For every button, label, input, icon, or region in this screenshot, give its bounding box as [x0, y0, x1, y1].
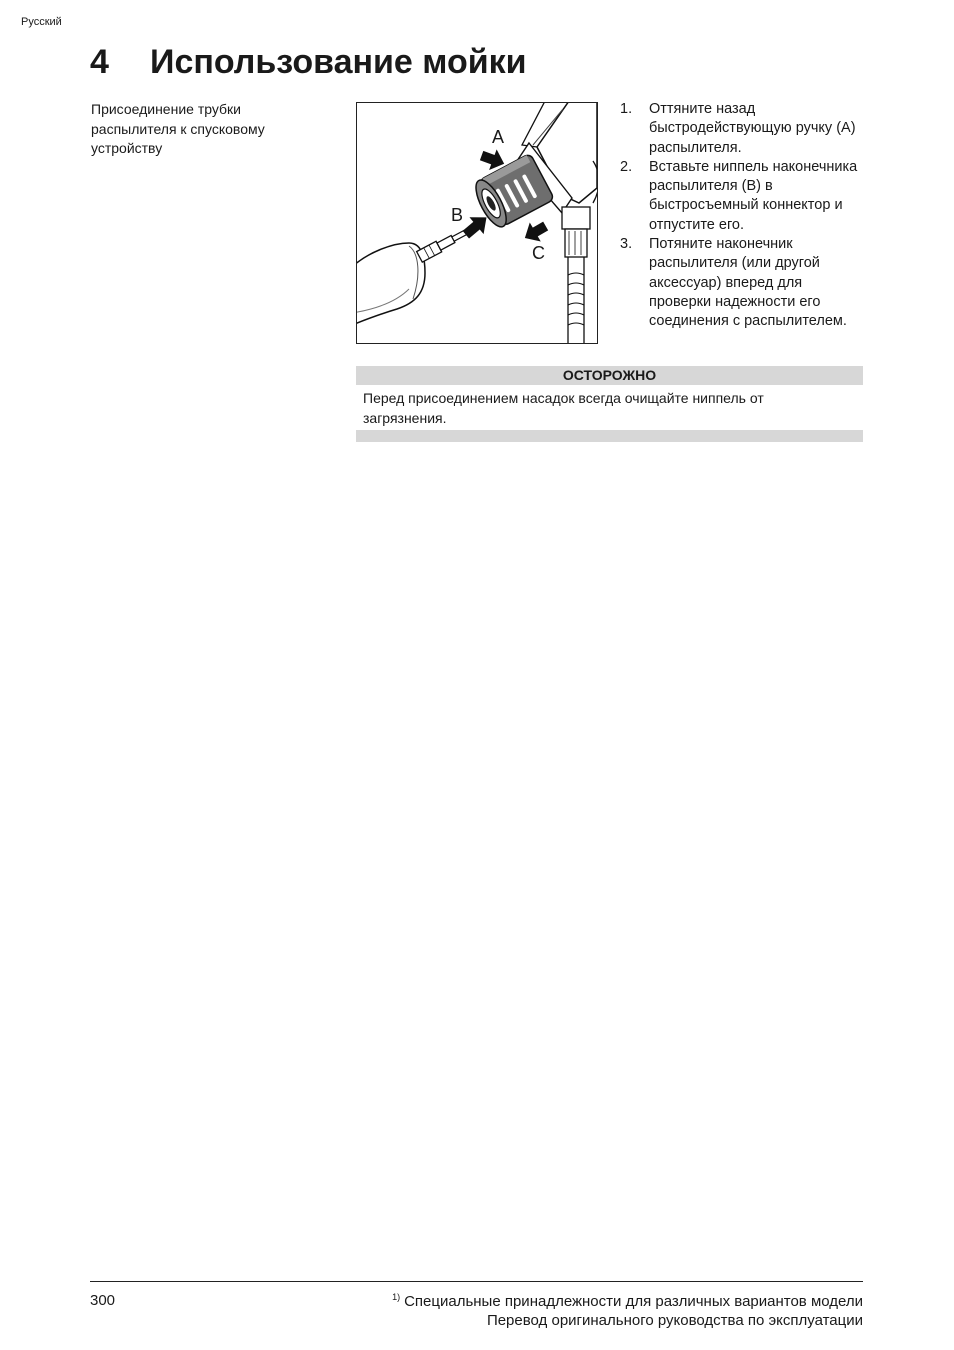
hose-ribs	[568, 273, 584, 325]
figure-label-c: C	[532, 243, 545, 263]
step-number: 3.	[620, 236, 633, 253]
figure-label-a: A	[492, 127, 505, 147]
caution-bottom-bar	[356, 430, 863, 442]
step-item	[620, 235, 865, 331]
illustration-drawing	[357, 103, 597, 343]
footnote-mark: 1)	[392, 1292, 401, 1302]
figure-side-caption: Присоединение трубки распылителя к спусковому устройству	[91, 101, 265, 156]
footnote	[392, 1292, 863, 1310]
step-number: 1.	[620, 101, 633, 117]
hose-fitting	[562, 207, 590, 229]
footer-divider	[90, 1281, 863, 1282]
section-number: 4	[90, 43, 109, 81]
step-text: Оттяните назад быстродействующую ручку (A) распылителя.	[649, 101, 856, 156]
section-heading	[90, 42, 527, 83]
section-title: Использование мойки	[150, 43, 527, 81]
lance-nipple	[417, 227, 469, 262]
figure-label-b: B	[451, 205, 464, 225]
instruction-steps	[620, 100, 865, 332]
page-number: 300	[90, 1292, 116, 1309]
step-text: Вставьте ниппель наконечника распылителя (B) в быстросъемный коннектор и отпустите его.	[649, 158, 858, 233]
caution-text: Перед присоединением насадок всегда очищайте ниппель от загрязнения.	[363, 390, 764, 426]
manual-translation-note: Перевод оригинального руководства по эксплуатации	[486, 1312, 863, 1329]
footnote-text: Специальные принадлежности для различных вариантов модели	[404, 1293, 863, 1310]
caution-title: ОСТОРОЖНО	[356, 366, 863, 385]
step-item	[620, 100, 865, 158]
spray-lance-connection-illustration	[356, 102, 598, 344]
step-number: 2.	[620, 158, 633, 175]
step-item	[620, 158, 865, 235]
hose	[568, 257, 584, 343]
language-label: Русский	[21, 16, 62, 28]
step-text: Потяните наконечник распылителя (или другой аксессуар) вперед для проверки надежности его соединения с распылителем.	[649, 236, 847, 330]
lance-body	[357, 243, 425, 325]
hose-nut	[565, 229, 587, 257]
